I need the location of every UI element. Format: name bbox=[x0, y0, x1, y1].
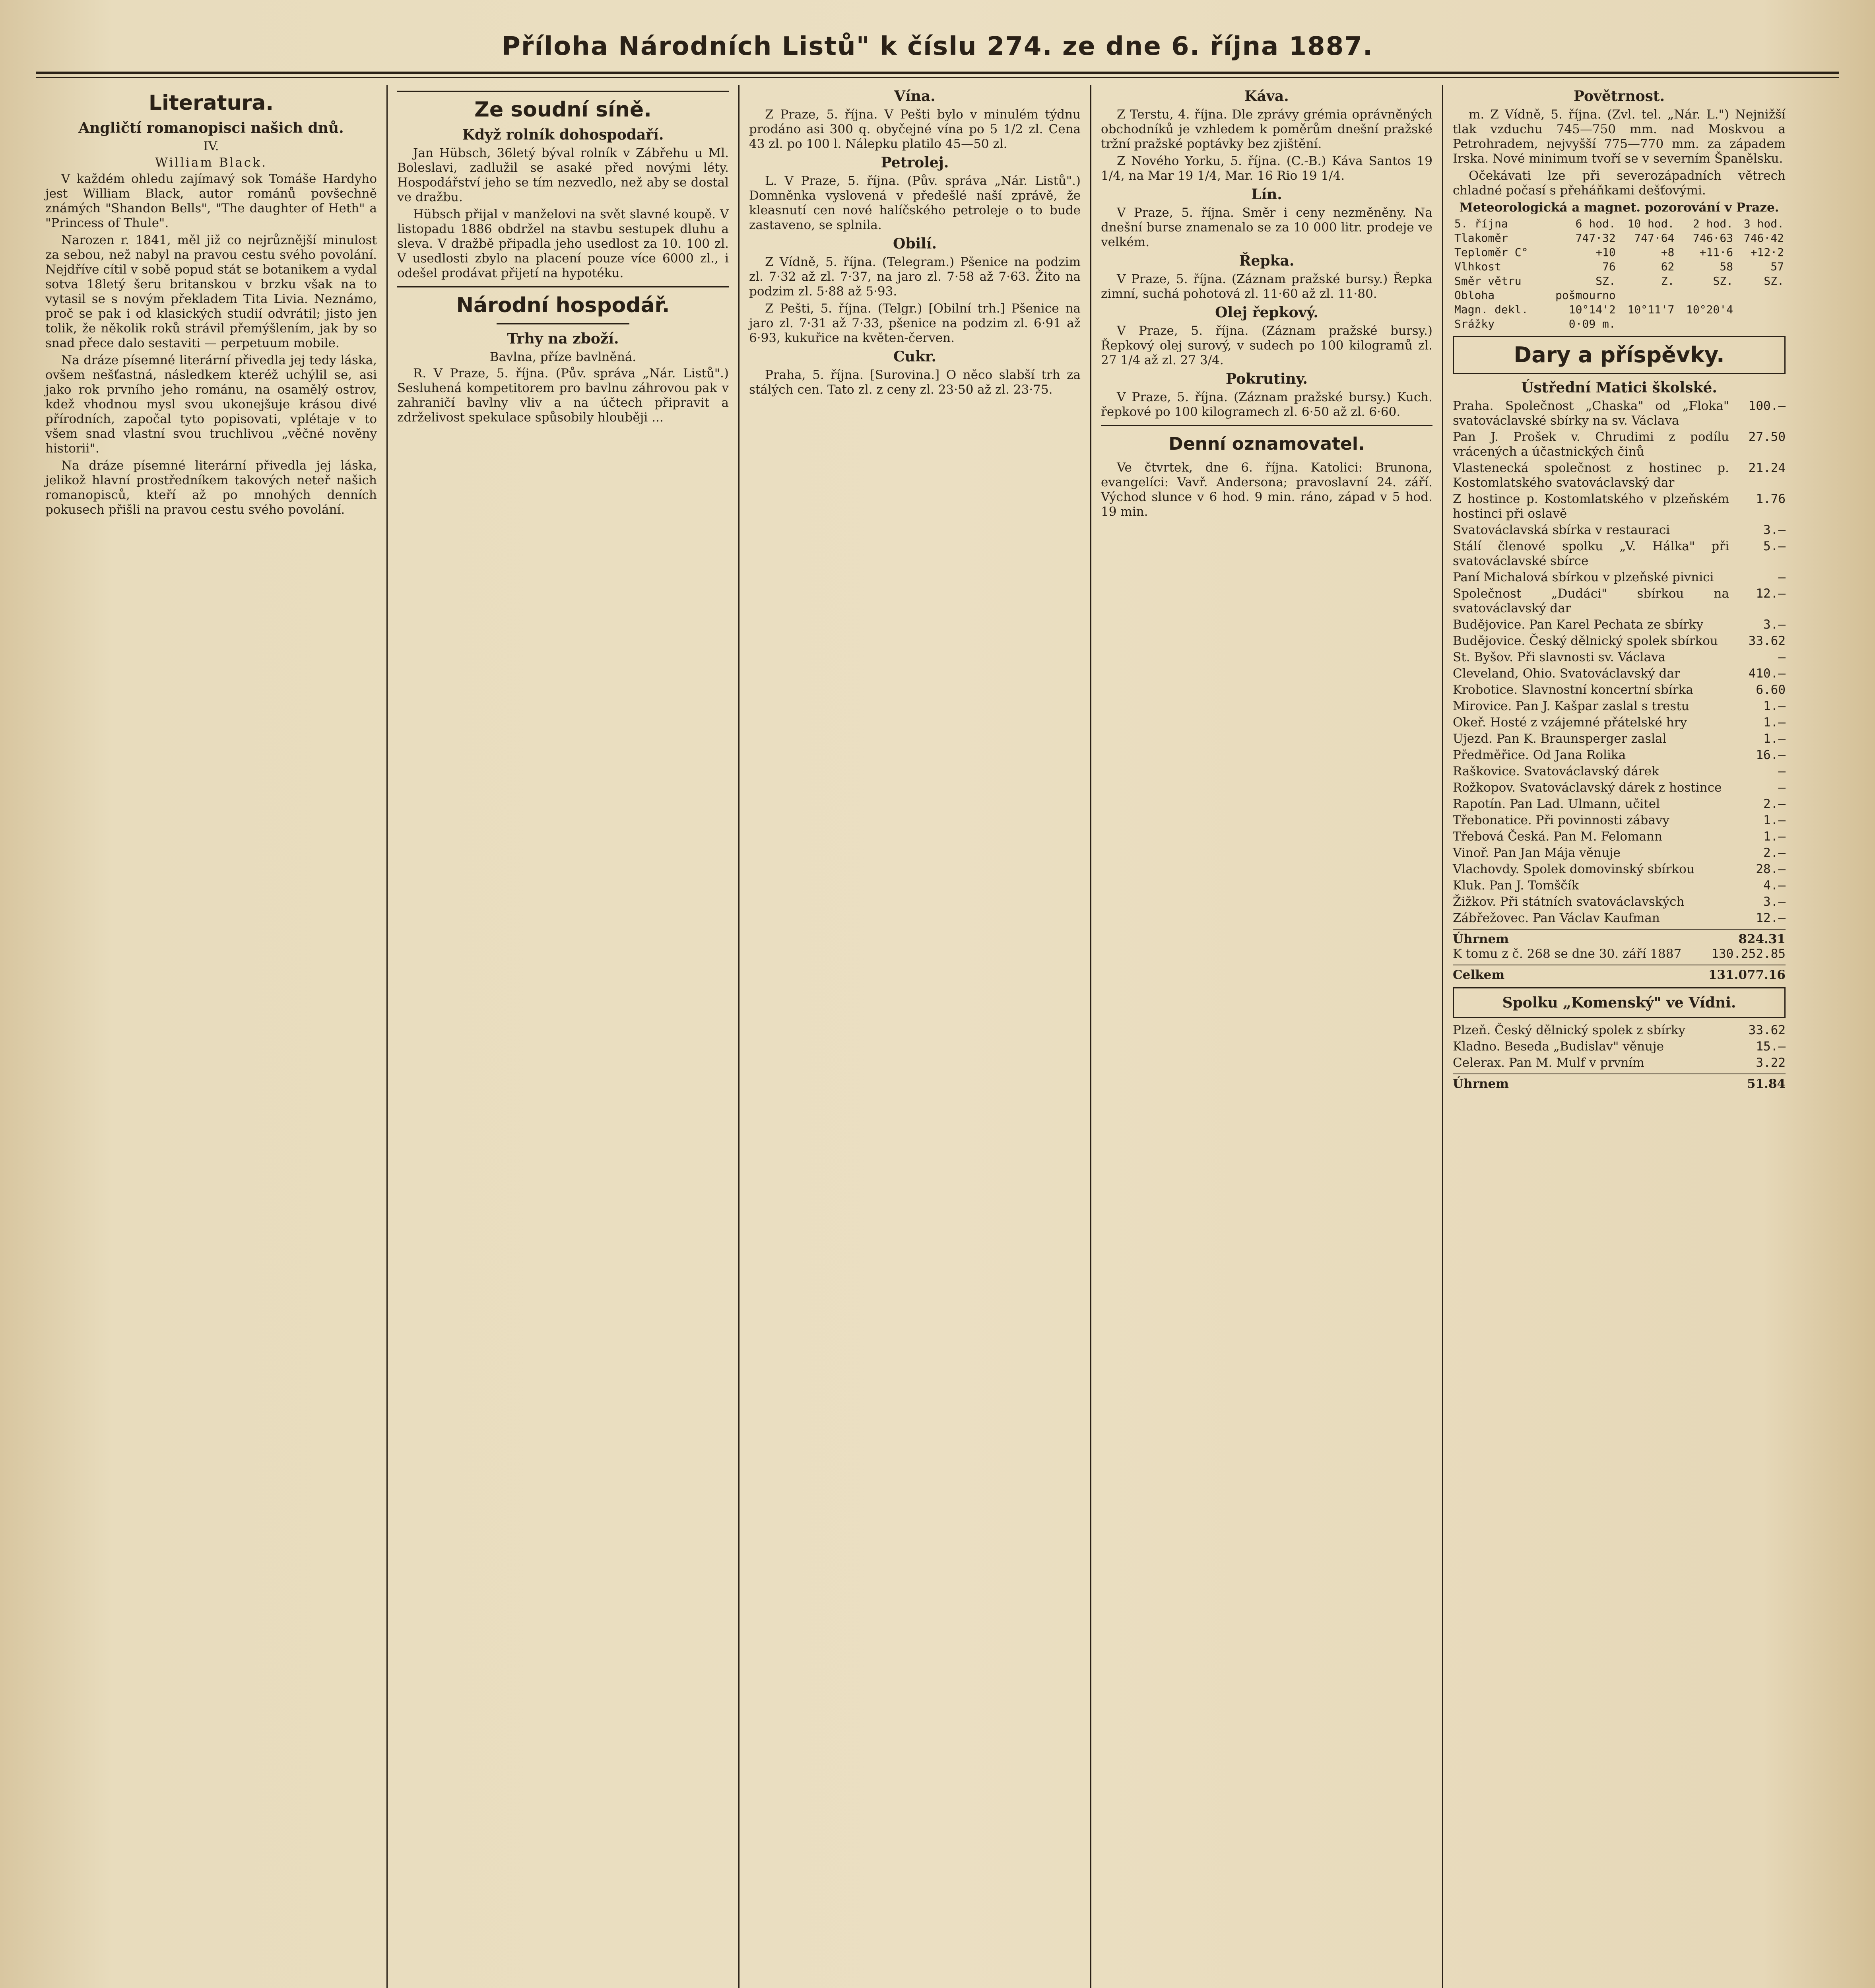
donations-box bbox=[1453, 336, 1786, 374]
donation-amount: 1.76 bbox=[1756, 492, 1786, 506]
donation-row bbox=[1453, 1056, 1786, 1070]
paragraph: Na dráze písemné literární přivedla jej láska, jelikož hlavní prostředníkem takových neteř našich romanopisců, kteří až po mnohých denních pokusech přišli na pravou cestu svého povolání. bbox=[45, 458, 377, 517]
met-cell: +11·6 bbox=[1699, 246, 1733, 259]
met-row bbox=[1453, 274, 1786, 288]
section-soudni-sin: Ze soudní síně. bbox=[474, 98, 652, 122]
cumulative-text: K tomu z č. 268 se dne 30. září 1887 bbox=[1453, 947, 1682, 961]
column-1 bbox=[36, 85, 388, 1988]
met-cell bbox=[1617, 288, 1676, 303]
donation-text: Praha. Společnost „Chaska" od „Floka" svatováclavské sbírky na sv. Václava bbox=[1453, 399, 1729, 428]
section-povetrnost: Povětrnost. bbox=[1573, 88, 1665, 105]
donation-row bbox=[1453, 748, 1786, 763]
market-entry: V Praze, 5. října. Směr i ceny nezměněny. Na dnešní burse znamenalo se za 10 000 litr. prodeje ve velkém. bbox=[1101, 206, 1432, 249]
met-cell: Srážky bbox=[1454, 317, 1495, 330]
donation-text: St. Byšov. Při slavnosti sv. Václava bbox=[1453, 650, 1666, 664]
met-header-cell: 6 hod. bbox=[1575, 217, 1616, 230]
cumulative-line bbox=[1453, 947, 1786, 961]
met-cell: Směr větru bbox=[1454, 274, 1522, 287]
donation-row bbox=[1453, 1023, 1786, 1038]
article-subtitle: Když rolník dohospodaří. bbox=[462, 126, 664, 143]
donation-amount: 1.— bbox=[1763, 699, 1786, 713]
donation-text: Budějovice. Pan Karel Pechata ze sbírky bbox=[1453, 617, 1704, 632]
donation-amount: 1.— bbox=[1763, 715, 1786, 730]
donation-row bbox=[1453, 399, 1786, 428]
donation-amount: 100.— bbox=[1748, 399, 1786, 413]
met-row bbox=[1453, 231, 1786, 245]
donation-amount: 1.— bbox=[1763, 813, 1786, 827]
matice-title: Ústřední Matici školské. bbox=[1521, 379, 1717, 396]
divider bbox=[1101, 425, 1432, 426]
section-pokrutiny: Pokrutiny. bbox=[1226, 371, 1308, 387]
section-denni-oznamovatel: Denní oznamovatel. bbox=[1168, 434, 1365, 454]
markets-subtitle: Bavlna, příze bavlněná. bbox=[489, 350, 637, 364]
section-repka: Řepka. bbox=[1239, 252, 1295, 269]
donation-row bbox=[1453, 862, 1786, 877]
donation-amount: 1.— bbox=[1763, 829, 1786, 844]
met-header-cell: 2 hod. bbox=[1693, 217, 1733, 230]
divider bbox=[397, 286, 729, 287]
donation-amount: 21.24 bbox=[1748, 461, 1786, 475]
komensky-total-amount: 51.84 bbox=[1747, 1077, 1786, 1091]
donation-row bbox=[1453, 586, 1786, 616]
donation-amount: 6.60 bbox=[1756, 683, 1786, 697]
donation-amount: 3.22 bbox=[1756, 1056, 1786, 1070]
total-label: Úhrnem bbox=[1453, 932, 1509, 946]
donation-list bbox=[1453, 399, 1786, 926]
met-cell bbox=[1676, 317, 1735, 331]
met-cell bbox=[1735, 288, 1786, 303]
donation-amount: 27.50 bbox=[1748, 430, 1786, 444]
donation-row bbox=[1453, 732, 1786, 746]
donation-text: Celerax. Pan M. Mulf v prvním bbox=[1453, 1056, 1644, 1070]
column-5 bbox=[1443, 85, 1795, 1988]
donation-text: Společnost „Dudáci" sbírkou na svatováclavský dar bbox=[1453, 586, 1729, 615]
donation-row bbox=[1453, 461, 1786, 490]
donation-text: Třebová Česká. Pan M. Felomann bbox=[1453, 829, 1662, 844]
grand-total-label: Celkem bbox=[1453, 968, 1505, 982]
donation-text: Svatováclavská sbírka v restauraci bbox=[1453, 523, 1670, 537]
donation-row bbox=[1453, 829, 1786, 844]
donation-text: Vlastenecká společnost z hostinec p. Kostomlatského svatováclavský dar bbox=[1453, 461, 1729, 490]
donation-row bbox=[1453, 764, 1786, 779]
donation-text: Z hostince p. Kostomlatského v plzeňském hostinci při oslavě bbox=[1453, 492, 1729, 521]
market-entry: Z Pešti, 5. října. (Telgr.) [Obilní trh.] Pšenice na jaro zl. 7·31 až 7·33, pšenice na podzim zl. 6·91 až 6·93, kukuřice na květen-červen. bbox=[749, 301, 1081, 345]
donation-row bbox=[1453, 846, 1786, 860]
donation-row bbox=[1453, 878, 1786, 893]
donation-row bbox=[1453, 895, 1786, 909]
paragraph: Jan Hübsch, 36letý býval rolník v Zábřehu u Ml. Boleslavi, zadlužil se asaké před novými léty. Hospodářství jeho se tím nezvedlo, než aby se dostal ve dražbu. bbox=[397, 146, 729, 204]
weather-text: m. Z Vídně, 5. října. (Zvl. tel. „Nár. L.") Nejnižší tlak vzduchu 745—750 mm. nad Moskvou a Petrohradem, nejvyšší 775—770 mm. za západem Irska. Nové minimum tvoří se v severním Španělsku. bbox=[1453, 107, 1786, 166]
cumulative-amount: 130.252.85 bbox=[1711, 947, 1786, 961]
met-cell: +10 bbox=[1595, 246, 1616, 259]
donation-row bbox=[1453, 650, 1786, 665]
donation-row bbox=[1453, 911, 1786, 926]
divider bbox=[397, 91, 729, 92]
donation-amount: 16.— bbox=[1756, 748, 1786, 762]
donation-text: Vlachovdy. Spolek domovinský sbírkou bbox=[1453, 862, 1694, 876]
komensky-title: Spolku „Komenský" ve Vídni. bbox=[1502, 994, 1736, 1011]
met-cell: 57 bbox=[1770, 260, 1784, 273]
donation-amount: 28.— bbox=[1756, 862, 1786, 876]
donation-row bbox=[1453, 430, 1786, 459]
market-entry: V Praze, 5. října. (Záznam pražské bursy.) Kuch. řepkové po 100 kilogramech zl. 6·50 až zl. 6·60. bbox=[1101, 390, 1432, 419]
paragraph: V každém ohledu zajímavý sok Tomáše Hardyho jest William Black, autor románů povšechně známých "Shandon Bells", "The daughter of Heth" a "Princess of Thule". bbox=[45, 172, 377, 230]
komensky-box bbox=[1453, 987, 1786, 1018]
komensky-list bbox=[1453, 1023, 1786, 1070]
met-cell: 10°11'7 bbox=[1627, 303, 1675, 316]
masthead: Příloha Národních Listů" k číslu 274. ze dne 6. října 1887. bbox=[501, 32, 1374, 61]
donation-text: Stálí členové spolku „V. Hálka" při svatováclavské sbírce bbox=[1453, 539, 1729, 568]
donation-row bbox=[1453, 699, 1786, 714]
donation-amount: — bbox=[1778, 650, 1786, 664]
market-entry: Z Vídně, 5. října. (Telegram.) Pšenice na podzim zl. 7·32 až zl. 7·37, na jaro zl. 7·58 až 7·63. Žito na podzim zl. 5·88 až 5·93. bbox=[749, 255, 1081, 299]
donation-text: Předměřice. Od Jana Rolika bbox=[1453, 748, 1626, 762]
met-cell bbox=[1735, 317, 1786, 331]
market-entry: V Praze, 5. října. (Záznam pražské bursy.) Řepka zimní, suchá pohotová zl. 11·60 až zl. 11·80. bbox=[1101, 272, 1432, 301]
met-cell: SZ. bbox=[1713, 274, 1733, 287]
met-cell bbox=[1676, 288, 1735, 303]
donation-text: Kladno. Beseda „Budislav" věnuje bbox=[1453, 1039, 1664, 1054]
met-cell: Magn. dekl. bbox=[1454, 303, 1528, 316]
paragraph: R. V Praze, 5. října. (Pův. správa „Nár. Listů".) Sesluhená kompetitorem pro bavlnu záhrovou pak v zahraničí bavlny vliv a na účtech připravit a zdrželivost spekulace spůsobily hlouběji ... bbox=[397, 366, 729, 425]
komensky-total-label: Úhrnem bbox=[1453, 1077, 1509, 1091]
total-amount: 824.31 bbox=[1738, 932, 1786, 946]
met-cell: 747·64 bbox=[1634, 231, 1675, 245]
donation-text: Krobotice. Slavnostní koncertní sbírka bbox=[1453, 683, 1693, 697]
met-cell: SZ. bbox=[1764, 274, 1784, 287]
masthead-rule bbox=[36, 72, 1839, 78]
donation-text: Mirovice. Pan J. Kašpar zaslal s trestu bbox=[1453, 699, 1689, 713]
section-petrolej: Petrolej. bbox=[881, 154, 949, 171]
met-table bbox=[1453, 217, 1786, 331]
section-vina: Vína. bbox=[894, 88, 936, 105]
met-cell: Teploměr C° bbox=[1454, 246, 1528, 259]
paragraph: Na dráze písemné literární přivedla jej tedy láska, ovšem nešťastná, následkem kteréž uchýlil se, asi jako rok prvního jeho románu, na osamělý ostrov, kdež vhodnou mysl svou ukonejšuje krásou divé přírodních, započal tyto popisovati, vplétaje v to všem snad vlastní svou truchlivou „věčné nověny historii". bbox=[45, 353, 377, 456]
market-entry: L. V Praze, 5. října. (Pův. správa „Nár. Listů".) Domněnka vyslovená v předešlé naší zprávě, že kleasnutí cen nové halíčského petroleje o to bude zastaveno, se splnila. bbox=[749, 174, 1081, 232]
market-entry: Praha, 5. října. [Surovina.] O něco slabší trh za stálých cen. Tato zl. z ceny zl. 23·50 až zl. 23·75. bbox=[749, 368, 1081, 397]
paragraph: Hübsch přijal v manželovi na svět slavné koupě. V listopadu 1886 obdržel na stavbu sestupek dluhu a sleva. V dražbě připadla jeho usedlost za 10. 100 zl. V usedlosti zbylo na placení pouze více 6000 zl., i odešel prodávat přijetí na hypotéku. bbox=[397, 207, 729, 280]
met-cell: 10°20'4 bbox=[1686, 303, 1733, 316]
met-cell: Vlhkost bbox=[1454, 260, 1502, 273]
donation-row bbox=[1453, 780, 1786, 795]
donation-amount: — bbox=[1778, 780, 1786, 795]
donation-row bbox=[1453, 634, 1786, 648]
donation-amount: 2.— bbox=[1763, 846, 1786, 860]
grand-total-line bbox=[1453, 965, 1786, 982]
donation-text: Okeř. Hosté z vzájemné přátelské hry bbox=[1453, 715, 1687, 730]
donation-text: Plzeň. Český dělnický spolek z sbírky bbox=[1453, 1023, 1686, 1037]
met-cell: 76 bbox=[1602, 260, 1616, 273]
met-row bbox=[1453, 317, 1786, 331]
met-header-cell: 3 hod. bbox=[1743, 217, 1784, 230]
donation-row bbox=[1453, 617, 1786, 632]
section-literatura: Literatura. bbox=[148, 91, 274, 115]
section-narodni-hospodar: Národní hospodář. bbox=[456, 293, 670, 317]
section-kava: Káva. bbox=[1244, 88, 1289, 105]
donation-amount: 410.— bbox=[1748, 666, 1786, 681]
met-cell: Z. bbox=[1661, 274, 1675, 287]
market-entry: V Praze, 5. října. (Záznam pražské bursy.) Řepkový olej surový, v sudech po 100 kilogramů zl. 27 1/4 až zl. 27 3/4. bbox=[1101, 324, 1432, 367]
met-cell: +12·2 bbox=[1750, 246, 1784, 259]
donation-row bbox=[1453, 715, 1786, 730]
met-title: Meteorologická a magnet. pozorování v Praze. bbox=[1459, 200, 1779, 215]
section-olej-repkovy: Olej řepkový. bbox=[1215, 304, 1318, 321]
met-cell: Tlakoměr bbox=[1454, 231, 1508, 245]
donation-amount: 3.— bbox=[1763, 895, 1786, 909]
met-header-cell: 10 hod. bbox=[1627, 217, 1675, 230]
donation-row bbox=[1453, 523, 1786, 538]
donation-row bbox=[1453, 813, 1786, 828]
article-part: IV. bbox=[203, 139, 219, 153]
donation-text: Paní Michalová sbírkou v plzeňské pivnici bbox=[1453, 570, 1714, 584]
column-4 bbox=[1091, 85, 1443, 1988]
donation-amount: 15.— bbox=[1756, 1039, 1786, 1054]
paragraph: Narozen r. 1841, měl již co nejrůznější minulost za sebou, než nabyl na pravou cestu svého povolání. Nejdříve cítil v sobě popud stát se botanikem a vydal sotva 18letý šeru britanskou v brzku však na to vytasil se s novým překladem Tita Livia. Neznámo, proč se pak i od klasických studií odvrátil; jisto jen tolik, že několik roků strávil přemýšlením, jak by so snad přece dalo sestaviti — perpetuum mobile. bbox=[45, 233, 377, 350]
donation-text: Vinoř. Pan Jan Mája věnuje bbox=[1453, 846, 1621, 860]
columns bbox=[36, 85, 1839, 1988]
market-entry: Z Nového Yorku, 5. října. (C.-B.) Káva Santos 19 1/4, na Mar 19 1/4, Mar. 16 Rio 19 1/4. bbox=[1101, 154, 1432, 183]
met-cell: 746·63 bbox=[1693, 231, 1733, 245]
met-cell bbox=[1735, 303, 1786, 317]
met-cell: pošmourno bbox=[1555, 289, 1616, 302]
met-header-row bbox=[1453, 217, 1786, 231]
met-row bbox=[1453, 260, 1786, 274]
met-cell: Oblohа bbox=[1454, 289, 1495, 302]
donation-row bbox=[1453, 666, 1786, 681]
donation-text: Zábřežovec. Pan Václav Kaufman bbox=[1453, 911, 1660, 925]
grand-total-amount: 131.077.16 bbox=[1708, 968, 1786, 982]
met-cell: +8 bbox=[1661, 246, 1675, 259]
donation-text: Třebonatice. Při povinnosti zábavy bbox=[1453, 813, 1669, 827]
donation-text: Kluk. Pan J. Tomščík bbox=[1453, 878, 1579, 893]
donation-text: Žižkov. Při státních svatováclavských bbox=[1453, 895, 1685, 909]
met-cell bbox=[1617, 317, 1676, 331]
donation-text: Budějovice. Český dělnický spolek sbírkou bbox=[1453, 634, 1718, 648]
donation-text: Raškovice. Svatováclavský dárek bbox=[1453, 764, 1659, 779]
donation-row bbox=[1453, 797, 1786, 812]
met-cell: 0·09 m. bbox=[1568, 317, 1616, 330]
market-entry: Z Terstu, 4. října. Dle zprávy grémia oprávněných obchodníků je vzhledem k poměrům dnešní pražské tržní pražské poptávky bez zjištění. bbox=[1101, 107, 1432, 151]
donation-row bbox=[1453, 683, 1786, 697]
met-cell: SZ. bbox=[1595, 274, 1616, 287]
donation-row bbox=[1453, 539, 1786, 569]
weather-forecast: Očekávati lze při severozápadních větrech chladné počasí s přeháňkami dešťovými. bbox=[1453, 169, 1786, 198]
market-entry: Z Praze, 5. října. V Pešti bylo v minulém týdnu prodáno asi 300 q. obyčejné vína po 5 1/2 zl. Cena 43 zl. po 100 l. Nálepku platilo 45—50 zl. bbox=[749, 107, 1081, 151]
divider-short bbox=[497, 323, 629, 324]
donation-text: Pan J. Prošek v. Chrudimi z podílu vrácených a účastnických činů bbox=[1453, 430, 1729, 459]
donation-row bbox=[1453, 570, 1786, 585]
met-cell: 10°14'2 bbox=[1568, 303, 1616, 316]
section-lih: Lín. bbox=[1251, 186, 1282, 203]
donation-amount: 12.— bbox=[1756, 911, 1786, 925]
donation-text: Cleveland, Ohio. Svatováclavský dar bbox=[1453, 666, 1680, 681]
donation-text: Rapotín. Pan Lad. Ulmann, učitel bbox=[1453, 797, 1660, 811]
met-row bbox=[1453, 288, 1786, 303]
total-line bbox=[1453, 929, 1786, 947]
donation-amount: 1.— bbox=[1763, 732, 1786, 746]
donation-amount: 33.62 bbox=[1748, 1023, 1786, 1037]
donation-amount: 3.— bbox=[1763, 523, 1786, 537]
donation-amount: 12.— bbox=[1756, 586, 1786, 601]
donation-text: Rožkopov. Svatováclavský dárek z hostince bbox=[1453, 780, 1722, 795]
article-title: Angličtí romanopisci našich dnů. bbox=[78, 120, 344, 136]
met-cell: 747·32 bbox=[1575, 231, 1616, 245]
donation-amount: — bbox=[1778, 570, 1786, 584]
donation-amount: 5.— bbox=[1763, 539, 1786, 553]
section-obili: Obilí. bbox=[893, 235, 937, 252]
donation-text: Ujezd. Pan K. Braunsperger zaslal bbox=[1453, 732, 1667, 746]
column-3 bbox=[740, 85, 1091, 1988]
article-author: William Black. bbox=[155, 155, 267, 170]
met-row bbox=[1453, 245, 1786, 260]
donation-amount: 4.— bbox=[1763, 878, 1786, 893]
donation-amount: — bbox=[1778, 764, 1786, 779]
section-dary: Dary a příspěvky. bbox=[1514, 342, 1725, 367]
notice-entry: Ve čtvrtek, dne 6. října. Katolici: Brunona, evangelíci: Vavř. Andersona; pravoslavní 24. září. Východ slunce v 6 hod. 9 min. ráno, západ v 5 hod. 19 min. bbox=[1101, 460, 1432, 519]
met-cell: 746·42 bbox=[1743, 231, 1784, 245]
column-2 bbox=[388, 85, 740, 1988]
donation-amount: 3.— bbox=[1763, 617, 1786, 632]
donation-row bbox=[1453, 492, 1786, 521]
met-cell: 62 bbox=[1661, 260, 1675, 273]
met-row bbox=[1453, 303, 1786, 317]
donation-amount: 2.— bbox=[1763, 797, 1786, 811]
donation-row bbox=[1453, 1039, 1786, 1054]
donation-amount: 33.62 bbox=[1748, 634, 1786, 648]
met-cell: 58 bbox=[1720, 260, 1733, 273]
markets-title: Trhy na zboží. bbox=[507, 330, 619, 347]
komensky-total-line bbox=[1453, 1074, 1786, 1091]
met-header-cell: 5. října bbox=[1454, 217, 1508, 230]
section-cukr: Cukr. bbox=[893, 348, 936, 365]
